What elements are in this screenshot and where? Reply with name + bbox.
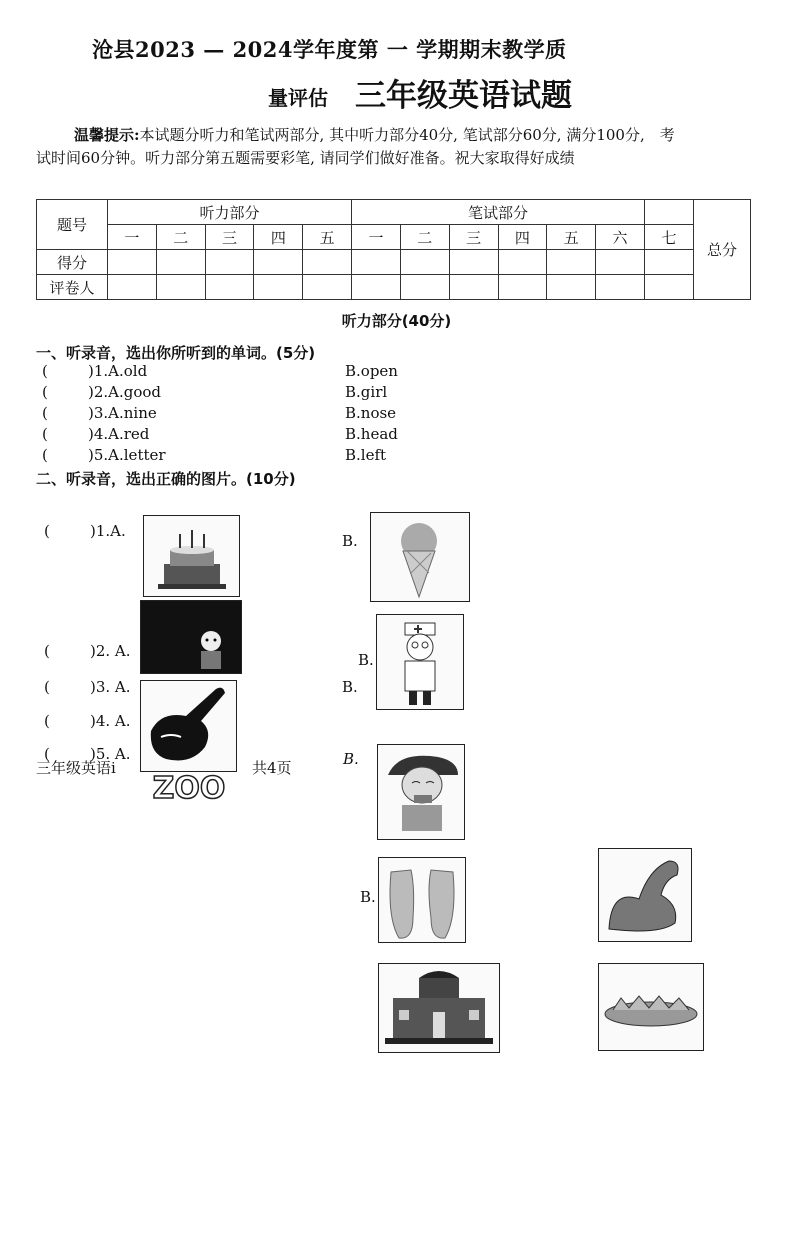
row-score-label: 得分 [37, 250, 108, 275]
col-l2: 二 [156, 225, 205, 250]
p1-paren[interactable]: ( [42, 446, 48, 464]
grader-input[interactable] [400, 275, 449, 300]
row-grader-label: 评卷人 [37, 275, 108, 300]
p2-paren[interactable]: ( [44, 522, 50, 540]
grader-input[interactable] [596, 275, 645, 300]
p2-item: )4. A. [90, 712, 131, 730]
p2-b-label: B. [342, 532, 358, 550]
p1-item: )1.A.old [88, 362, 148, 380]
man-picture [377, 744, 465, 840]
footer-left: 三年级英语i [36, 759, 116, 777]
p2-b-label: B. [360, 888, 376, 906]
grader-input[interactable] [254, 275, 303, 300]
grader-input[interactable] [205, 275, 254, 300]
score-input[interactable] [645, 250, 694, 275]
p1-item: )2.A.good [88, 383, 162, 401]
col-w5: 五 [547, 225, 596, 250]
p1-option-b: B.open [345, 362, 398, 380]
score-input[interactable] [205, 250, 254, 275]
score-input[interactable] [156, 250, 205, 275]
p2-item: )3. A. [90, 678, 131, 696]
p1-item: )4.A.red [88, 425, 150, 443]
grader-input[interactable] [449, 275, 498, 300]
p2-item: )5. A. [90, 745, 131, 763]
pointing-hand-icon [141, 681, 236, 771]
score-input[interactable] [352, 250, 401, 275]
score-input[interactable] [400, 250, 449, 275]
notice-text: 本试题分听力和笔试两部分, 其中听力部分40分, 笔试部分60分, 满分100分, 考试时间60分钟。听力部分第五题需要彩笔, 请同学们做好准备。祝大家取得好成绩 [36, 126, 675, 167]
plate-food-icon [599, 964, 703, 1050]
doctor-picture [376, 614, 464, 710]
col-l5: 五 [303, 225, 352, 250]
p2-item: )2. A. [90, 642, 131, 660]
grader-input[interactable] [303, 275, 352, 300]
listening-header: 听力部分 [108, 200, 352, 225]
col-w4: 四 [498, 225, 547, 250]
col-w7: 七 [645, 225, 694, 250]
grader-input[interactable] [547, 275, 596, 300]
building-picture [378, 963, 500, 1053]
p1-paren[interactable]: ( [42, 383, 48, 401]
grader-input[interactable] [108, 275, 157, 300]
title-line-2a: 量评估 [268, 86, 328, 110]
p2-paren[interactable]: ( [44, 678, 50, 696]
feet-icon [379, 858, 465, 942]
muscle-arm-icon [599, 849, 691, 941]
footer-right: 共4页 [252, 759, 292, 777]
arm-picture [598, 848, 692, 942]
total-cell: 总分 [694, 200, 751, 300]
p1-paren[interactable]: ( [42, 425, 48, 443]
p1-option-b: B.left [345, 446, 387, 464]
score-input[interactable] [254, 250, 303, 275]
score-input[interactable] [303, 250, 352, 275]
col-l1: 一 [108, 225, 157, 250]
part2-heading: 二、听录音，选出正确的图片。(10分) [36, 470, 296, 488]
school-building-icon [379, 964, 499, 1052]
boy-icon [141, 601, 241, 673]
grader-input[interactable] [156, 275, 205, 300]
score-input[interactable] [547, 250, 596, 275]
p2-b-label: B. [343, 750, 359, 768]
zoo-text: ZOO [152, 771, 226, 803]
score-table [36, 199, 751, 300]
col-w6: 六 [596, 225, 645, 250]
p1-paren[interactable]: ( [42, 362, 48, 380]
feet-picture [378, 857, 466, 943]
p1-paren[interactable]: ( [42, 404, 48, 422]
p1-option-b: B.nose [345, 404, 397, 422]
written-header: 笔试部分 [352, 200, 645, 225]
score-input[interactable] [449, 250, 498, 275]
score-input[interactable] [108, 250, 157, 275]
p2-paren[interactable]: ( [44, 745, 50, 763]
score-input[interactable] [596, 250, 645, 275]
title-line-2b: 三年级英语试题 [355, 78, 572, 114]
notice-label: 温馨提示: [74, 126, 140, 144]
p2-paren[interactable]: ( [44, 712, 50, 730]
p2-item: )1.A. [90, 522, 126, 540]
zoo-picture [142, 768, 237, 803]
blank-header [645, 200, 694, 225]
score-input[interactable] [498, 250, 547, 275]
finger-picture [140, 680, 237, 772]
boy-picture [140, 600, 242, 674]
ice-cream-picture [370, 512, 470, 602]
notice [36, 124, 686, 170]
plate-picture [598, 963, 704, 1051]
p2-b-label: B. [358, 651, 374, 669]
p1-option-b: B.girl [345, 383, 388, 401]
grader-input[interactable] [498, 275, 547, 300]
col-l4: 四 [254, 225, 303, 250]
part1-heading: 一、听录音，选出你所听到的单词。(5分) [36, 344, 316, 362]
cake-picture [143, 515, 240, 597]
birthday-cake-icon [144, 516, 239, 596]
p1-option-b: B.head [345, 425, 398, 443]
p2-b-label: B. [342, 678, 358, 696]
tihao-cell: 题号 [37, 200, 108, 250]
col-w3: 三 [449, 225, 498, 250]
p1-item: )3.A.nine [88, 404, 157, 422]
doctor-icon [377, 615, 463, 709]
p2-paren[interactable]: ( [44, 642, 50, 660]
grader-input[interactable] [645, 275, 694, 300]
title-line-1: 沧县2023 — 2024学年度第 一 学期期末教学质 [92, 37, 567, 62]
man-icon [378, 745, 464, 839]
col-w1: 一 [352, 225, 401, 250]
grader-input[interactable] [352, 275, 401, 300]
zoo-sign-icon [142, 768, 237, 803]
ice-cream-icon [371, 513, 469, 601]
p1-item: )5.A.letter [88, 446, 166, 464]
section-listening: 听力部分(40分) [341, 312, 452, 330]
col-l3: 三 [205, 225, 254, 250]
col-w2: 二 [400, 225, 449, 250]
